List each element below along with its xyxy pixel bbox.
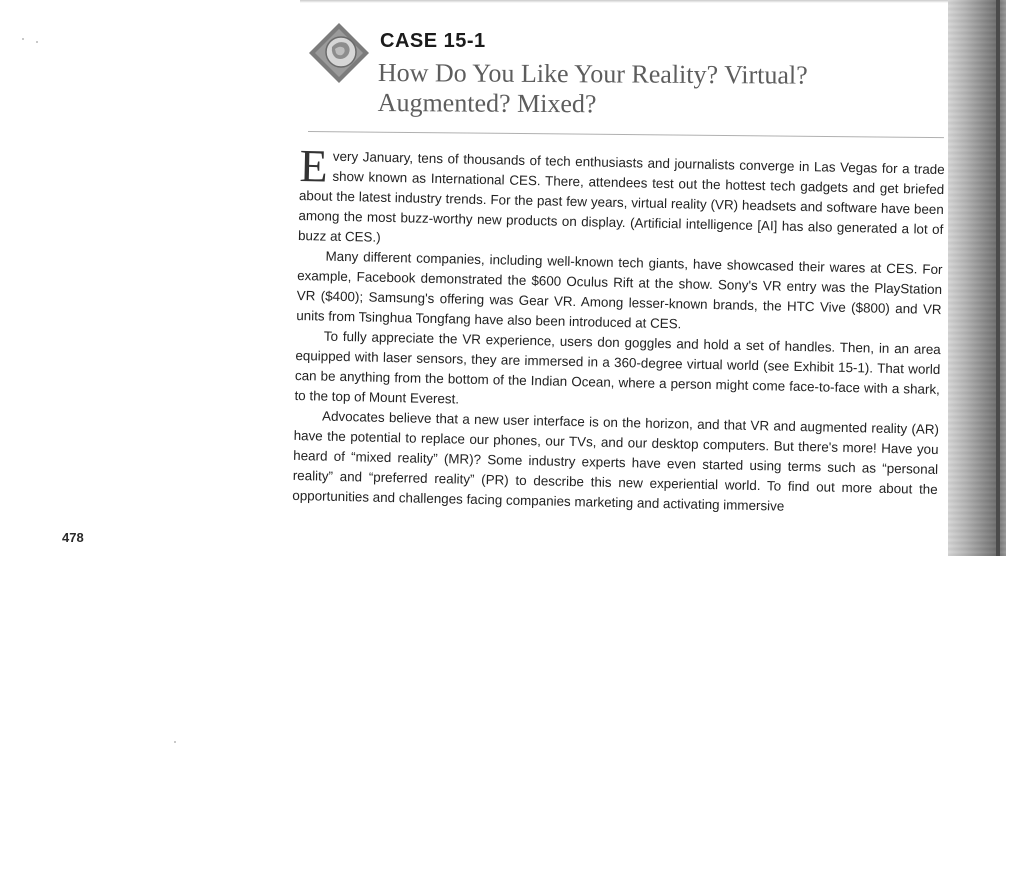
article-paragraph-2: Many different companies, including well-known tech giants, have showcased their wares at CES. For example, Facebook demonstrated the $600 Oculus Rift at the show. Sony's VR entry was the PlayStation VR ($400); Samsung's offering was Gear VR. Among lesser-known brands, the HTC Vive ($800) and VR units from Tsinghua Tongfang have also been introduced at CES.	[296, 248, 943, 332]
title-divider	[308, 131, 944, 138]
scan-speck	[174, 741, 176, 743]
drop-cap: E	[299, 140, 329, 192]
page-top-edge	[300, 0, 960, 3]
paragraph-text: very January, tens of thousands of tech enthusiasts and journalists converge in Las Vegas for a trade show known as International CES. There, attendees test out the hottest tech gadgets and get briefed about the latest industry trends. For the past few years, virtual reality (VR) headsets and software have been among the most buzz-worthy new products on display. (Artificial intelligence [AI] has also generated a lot of buzz at CES.)	[297, 148, 945, 245]
case-diamond-icon	[308, 22, 370, 84]
scan-speck	[22, 38, 24, 40]
scan-speck	[36, 41, 38, 43]
case-label: CASE 15-1	[380, 30, 486, 52]
article-body	[292, 140, 945, 520]
article-paragraph-3: To fully appreciate the VR experience, users don goggles and hold a set of handles. Then, in an area equipped with laser sensors, they are immersed in a 360-degree virtual world (see Exhibit 15-1). That world can be anything from the bottom of the Indian Ocean, where a person might come face-to-face with a shark, to the top of Mount Everest.	[294, 328, 941, 407]
article-paragraph-4: Advocates believe that a new user interface is on the horizon, and that VR and augmented reality (AR) have the potential to replace our phones, our TVs, and our desktop computers. But there's more! Have you heard of “mixed reality” (MR)? Some industry experts have even started using terms such as “personal reality” and “preferred reality” (PR) to describe this new experiential world. To find out more about the opportunities and challenges facing companies marketing and activating immersive	[292, 408, 940, 514]
binding-edge	[996, 0, 1000, 556]
page-number: 478	[62, 530, 84, 545]
case-title: How Do You Like Your Reality? Virtual? Augmented? Mixed?	[377, 58, 808, 119]
article-paragraph-1	[297, 140, 945, 260]
